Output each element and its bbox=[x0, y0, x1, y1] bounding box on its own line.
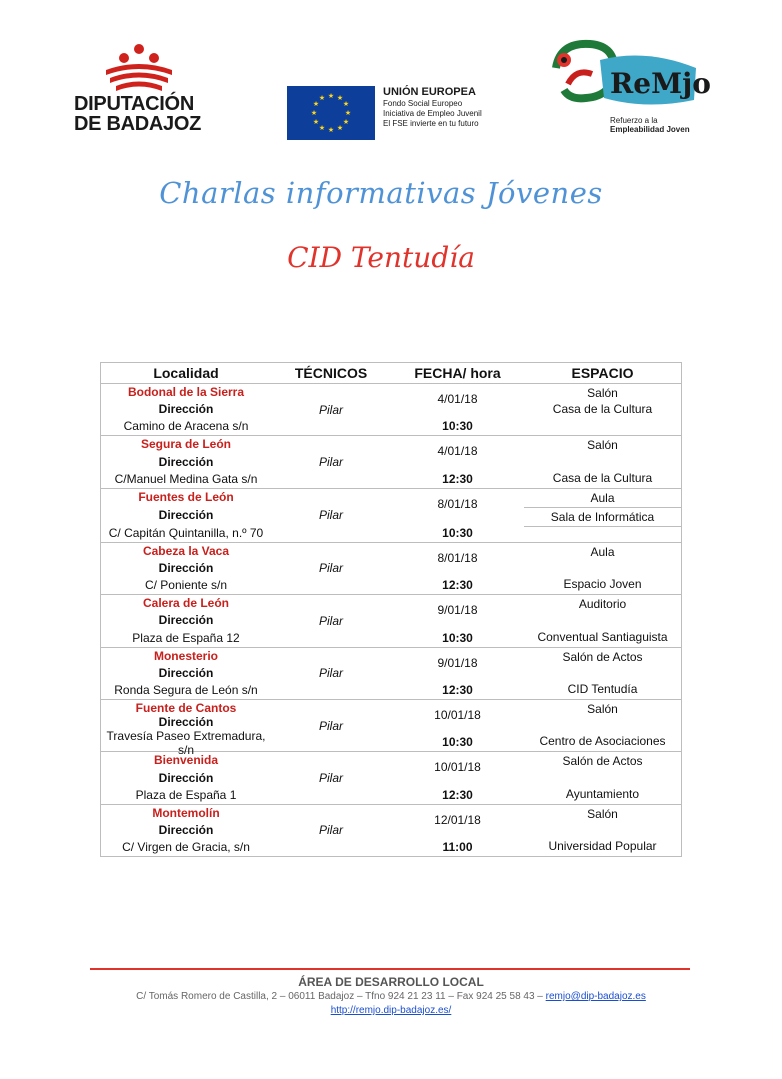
space-type: Salón de Actos bbox=[562, 754, 643, 769]
footer-address-text: C/ Tomás Romero de Castilla, 2 – 06011 Badajoz – Tfno 924 21 23 11 – Fax 924 25 58 43 – bbox=[136, 991, 543, 1002]
town-address: C/ Virgen de Gracia, s/n bbox=[122, 840, 250, 855]
header-espacio: ESPACIO bbox=[571, 365, 634, 381]
tecnico-cell: Pilar bbox=[318, 613, 343, 628]
direccion-label: Dirección bbox=[158, 507, 214, 522]
fecha-cell bbox=[391, 489, 524, 542]
svg-text:★: ★ bbox=[318, 124, 326, 132]
event-time: 10:30 bbox=[442, 419, 473, 434]
localidad-cell bbox=[101, 752, 271, 803]
space-type: Auditorio bbox=[578, 597, 627, 612]
eu-logo-text bbox=[383, 86, 513, 129]
svg-text:★: ★ bbox=[336, 94, 344, 102]
page-subtitle: CID Tentudía bbox=[287, 241, 475, 274]
espacio-cell bbox=[524, 436, 681, 487]
event-date: 12/01/18 bbox=[434, 812, 481, 827]
space-type: Salón bbox=[587, 438, 618, 453]
event-date: 9/01/18 bbox=[437, 655, 478, 670]
fecha-cell bbox=[391, 436, 524, 487]
direccion-label: Dirección bbox=[158, 665, 214, 680]
fecha-cell bbox=[391, 595, 524, 646]
localidad-cell bbox=[101, 384, 271, 435]
table-row bbox=[101, 384, 681, 436]
svg-text:★: ★ bbox=[342, 118, 350, 126]
event-time: 12:30 bbox=[442, 787, 473, 802]
footer-title: ÁREA DE DESARROLLO LOCAL bbox=[298, 975, 484, 989]
event-date: 9/01/18 bbox=[437, 603, 478, 618]
svg-text:★: ★ bbox=[344, 109, 352, 117]
event-time: 10:30 bbox=[442, 735, 473, 750]
table-row bbox=[101, 489, 681, 543]
eu-flag-icon bbox=[287, 86, 375, 140]
tecnico-cell: Pilar bbox=[318, 402, 343, 417]
direccion-label: Dirección bbox=[158, 770, 214, 785]
tecnico-cell: Pilar bbox=[318, 508, 343, 523]
eu-line3: El FSE invierte en tu futuro bbox=[383, 119, 479, 128]
event-date: 8/01/18 bbox=[437, 550, 478, 565]
tecnico-cell: Pilar bbox=[318, 771, 343, 786]
fecha-cell bbox=[391, 384, 524, 435]
schedule-table bbox=[100, 362, 682, 857]
dip-line1: DIPUTACIÓN bbox=[74, 93, 194, 115]
footer-email-link[interactable]: remjo@dip-badajoz.es bbox=[545, 991, 646, 1002]
event-time: 10:30 bbox=[442, 630, 473, 645]
event-time: 12:30 bbox=[442, 471, 473, 486]
espacio-cell bbox=[524, 595, 681, 646]
town-address: C/ Capitán Quintanilla, n.º 70 bbox=[108, 525, 264, 540]
town-name: Fuentes de León bbox=[138, 489, 234, 504]
town-address: Travesía Paseo Extremadura, s/n bbox=[106, 728, 266, 757]
direccion-label: Dirección bbox=[158, 613, 214, 628]
space-venue: Espacio Joven bbox=[563, 577, 642, 592]
town-name: Cabeza la Vaca bbox=[142, 543, 230, 558]
diputacion-logo-text bbox=[74, 94, 204, 134]
tecnico-cell: Pilar bbox=[318, 823, 343, 838]
localidad-cell bbox=[101, 805, 271, 856]
fecha-cell bbox=[391, 543, 524, 594]
town-name: Monesterio bbox=[153, 648, 218, 663]
footer-website-link[interactable]: http://remjo.dip-badajoz.es/ bbox=[330, 1005, 452, 1016]
tecnico-cell: Pilar bbox=[318, 561, 343, 576]
eu-line1: Fondo Social Europeo bbox=[383, 99, 463, 108]
space-type: Salón bbox=[587, 806, 618, 821]
eu-title: UNIÓN EUROPEA bbox=[383, 86, 476, 98]
town-name: Bienvenida bbox=[153, 753, 219, 768]
localidad-cell bbox=[101, 595, 271, 646]
header-tecnicos: TÉCNICOS bbox=[294, 365, 368, 381]
footer-url bbox=[0, 1005, 782, 1016]
tecnico-cell: Pilar bbox=[318, 718, 343, 733]
footer-divider bbox=[90, 968, 690, 970]
town-name: Montemolín bbox=[152, 805, 220, 820]
svg-text:★: ★ bbox=[312, 118, 320, 126]
town-name: Fuente de Cantos bbox=[135, 700, 237, 715]
event-time: 12:30 bbox=[442, 578, 473, 593]
remjo-tagline bbox=[610, 116, 690, 134]
dip-line2: DE BADAJOZ bbox=[74, 113, 202, 135]
table-row bbox=[101, 595, 681, 647]
town-address: Plaza de España 1 bbox=[135, 787, 237, 802]
direccion-label: Dirección bbox=[158, 560, 214, 575]
union-europea-logo bbox=[287, 86, 507, 140]
svg-text:★: ★ bbox=[318, 94, 326, 102]
header-localidad: Localidad bbox=[153, 365, 219, 381]
tecnico-cell: Pilar bbox=[318, 666, 343, 681]
espacio-cell bbox=[524, 805, 681, 856]
svg-text:★: ★ bbox=[336, 124, 344, 132]
svg-text:★: ★ bbox=[342, 100, 350, 108]
direccion-label: Dirección bbox=[158, 714, 214, 729]
svg-text:★: ★ bbox=[327, 92, 335, 100]
table-header bbox=[101, 363, 681, 384]
footer-address bbox=[0, 991, 782, 1002]
direccion-label: Dirección bbox=[158, 822, 214, 837]
remjo-logo bbox=[546, 38, 711, 148]
tecnico-cell: Pilar bbox=[318, 455, 343, 470]
localidad-cell bbox=[101, 700, 271, 757]
space-type: Salón bbox=[587, 386, 618, 400]
table-row bbox=[101, 543, 681, 595]
remjo-line2: Empleabilidad Joven bbox=[610, 125, 690, 134]
space-venue: Centro de Asociaciones bbox=[539, 734, 666, 749]
town-name: Bodonal de la Sierra bbox=[127, 385, 245, 399]
header-fecha: FECHA/ hora bbox=[414, 365, 501, 381]
espacio-cell bbox=[524, 648, 681, 699]
fecha-cell bbox=[391, 752, 524, 803]
town-address: C/Manuel Medina Gata s/n bbox=[114, 471, 258, 486]
svg-text:★: ★ bbox=[312, 100, 320, 108]
localidad-cell bbox=[101, 436, 271, 487]
fecha-cell bbox=[391, 700, 524, 751]
space-type: Aula bbox=[524, 489, 681, 508]
event-date: 4/01/18 bbox=[437, 444, 478, 459]
event-time: 10:30 bbox=[442, 525, 473, 540]
localidad-cell bbox=[101, 543, 271, 594]
space-venue: Ayuntamiento bbox=[565, 786, 640, 801]
remjo-wordmark: ReMjo bbox=[610, 67, 711, 100]
table-row bbox=[101, 648, 681, 700]
espacio-cell bbox=[524, 543, 681, 594]
remjo-chameleon-icon bbox=[546, 38, 711, 118]
diputacion-badajoz-logo bbox=[74, 44, 204, 139]
space-type: Aula bbox=[590, 544, 615, 559]
localidad-cell bbox=[101, 648, 271, 699]
event-time: 12:30 bbox=[442, 682, 473, 697]
direccion-label: Dirección bbox=[158, 454, 214, 469]
space-venue: Casa de la Cultura bbox=[552, 470, 653, 485]
event-date: 4/01/18 bbox=[437, 392, 478, 406]
space-venue: Casa de la Cultura bbox=[552, 402, 653, 416]
direccion-label: Dirección bbox=[158, 402, 214, 417]
espacio-cell bbox=[524, 700, 681, 751]
town-address: Ronda Segura de León s/n bbox=[114, 682, 258, 697]
localidad-cell bbox=[101, 489, 271, 542]
space-type: Salón bbox=[587, 701, 618, 716]
event-date: 8/01/18 bbox=[437, 496, 478, 511]
table-row bbox=[101, 700, 681, 757]
event-date: 10/01/18 bbox=[434, 707, 481, 722]
espacio-cell bbox=[524, 489, 681, 542]
eu-line2: Iniciativa de Empleo Juvenil bbox=[383, 109, 482, 118]
remjo-line1: Refuerzo a la bbox=[610, 116, 658, 125]
diputacion-emblem-icon bbox=[104, 44, 174, 92]
table-row bbox=[101, 436, 681, 488]
table-row bbox=[101, 805, 681, 856]
town-address: Camino de Aracena s/n bbox=[123, 419, 249, 434]
town-name: Calera de León bbox=[142, 596, 230, 611]
svg-text:★: ★ bbox=[327, 126, 335, 134]
espacio-cell bbox=[524, 752, 681, 803]
espacio-cell bbox=[524, 384, 681, 435]
table-row bbox=[101, 752, 681, 804]
event-time: 11:00 bbox=[442, 840, 473, 855]
page-title: Charlas informativas Jóvenes bbox=[159, 176, 603, 210]
town-address: Plaza de España 12 bbox=[132, 630, 240, 645]
space-venue: CID Tentudía bbox=[567, 681, 638, 696]
space-type: Salón de Actos bbox=[562, 649, 643, 664]
fecha-cell bbox=[391, 805, 524, 856]
space-venue: Conventual Santiaguista bbox=[537, 629, 668, 644]
fecha-cell bbox=[391, 648, 524, 699]
event-date: 10/01/18 bbox=[434, 760, 481, 775]
space-venue: Universidad Popular bbox=[548, 839, 657, 854]
town-name: Segura de León bbox=[140, 437, 232, 452]
town-address: C/ Poniente s/n bbox=[144, 578, 228, 593]
space-venue: Sala de Informática bbox=[524, 508, 681, 527]
svg-text:★: ★ bbox=[310, 109, 318, 117]
